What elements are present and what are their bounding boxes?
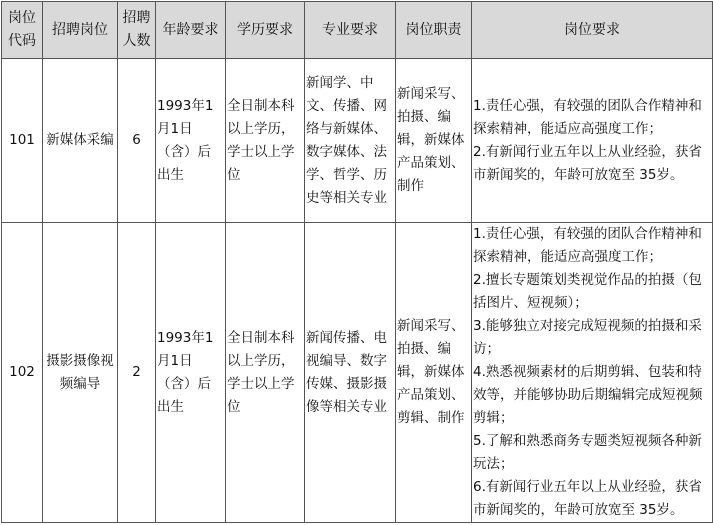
cell-age: 1993年1月1日（含）后出生 [156, 59, 226, 223]
cell-education: 全日制本科以上学历，学士以上学位 [226, 223, 305, 523]
cell-duties: 新闻采写、拍摄、编辑，新媒体产品策划、制作 [396, 59, 472, 223]
cell-age: 1993年1月1日（含）后出生 [156, 223, 226, 523]
table-row [2, 223, 713, 523]
cell-code: 102 [2, 223, 43, 523]
requirement-item: 6.有新闻行业五年以上从业经验，获省市新闻奖的，年龄可放宽至 35岁。 [473, 479, 702, 518]
table-header-row [2, 2, 713, 59]
header-position: 招聘岗位 [43, 2, 118, 59]
header-count: 招聘人数 [118, 2, 156, 59]
header-code: 岗位代码 [2, 2, 43, 59]
cell-major: 新闻学、中文、传播、网络与新媒体、数字媒体、法学、哲学、历史等相关专业 [305, 59, 396, 223]
requirement-item: 5.了解和熟悉商务专题类短视频各种新玩法； [473, 433, 702, 472]
header-major: 专业要求 [305, 2, 396, 59]
header-education: 学历要求 [226, 2, 305, 59]
requirement-item: 2.擅长专题策划类视觉作品的拍摄（包括图片、短视频）； [473, 272, 702, 311]
cell-education: 全日制本科以上学历，学士以上学位 [226, 59, 305, 223]
requirement-item: 1.责任心强，有较强的团队合作精神和探索精神，能适应高强度工作； [473, 97, 702, 137]
cell-count: 6 [118, 59, 156, 223]
cell-duties: 新闻采写、拍摄、编辑，新媒体产品策划、剪辑、制作 [396, 223, 472, 523]
requirement-item: 3.能够独立对接完成短视频的拍摄和采访； [473, 318, 702, 357]
header-age: 年龄要求 [156, 2, 226, 59]
cell-requirements [472, 59, 713, 223]
job-recruitment-table [1, 1, 713, 523]
header-duties: 岗位职责 [396, 2, 472, 59]
requirement-item: 1.责任心强，有较强的团队合作精神和探索精神，能适应高强度工作； [473, 226, 702, 265]
cell-code: 101 [2, 59, 43, 223]
cell-position: 摄影摄像视频编导 [43, 223, 118, 523]
table-row [2, 59, 713, 223]
cell-requirements [472, 223, 713, 523]
cell-position: 新媒体采编 [43, 59, 118, 223]
header-requirements: 岗位要求 [472, 2, 713, 59]
cell-count: 2 [118, 223, 156, 523]
cell-major: 新闻传播、电视编导、数字传媒、摄影摄像等相关专业 [305, 223, 396, 523]
requirement-item: 2.有新闻行业五年以上从业经验，获省市新闻奖的，年龄可放宽至 35岁。 [473, 143, 702, 183]
requirement-item: 4.熟悉视频素材的后期剪辑、包装和特效等，并能够协助后期编辑完成短视频剪辑； [473, 364, 703, 426]
